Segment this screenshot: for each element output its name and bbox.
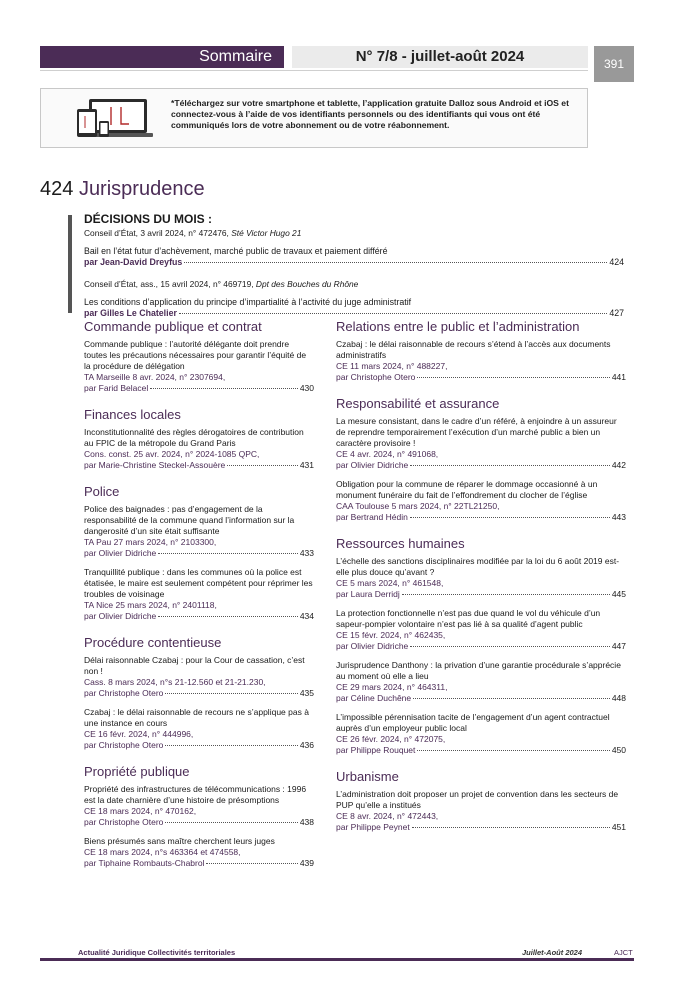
decision-title: Bail en l’état futur d’achèvement, marché public de travaux et paiement différé	[84, 246, 388, 256]
page-ref: 434	[299, 611, 314, 621]
category-heading: Propriété publique	[84, 764, 190, 779]
dot-leader	[165, 745, 297, 746]
footer-bar	[40, 958, 634, 961]
right-column	[336, 318, 626, 841]
decision-court: Conseil d’État, 3 avril 2024, n° 472476, Sté Victor Hugo 21	[84, 228, 302, 238]
page-ref: 424	[609, 257, 624, 267]
toc-entry[interactable]: L’impossible pérennisation tacite de l’engagement d’un agent contractuel auprès d’un employeur public local CE 26 févr. 2024, n° 472075, par Philippe Rouquet 450	[336, 712, 626, 755]
dot-leader	[410, 517, 610, 518]
page-ref: 443	[611, 512, 626, 522]
dot-leader	[412, 827, 610, 828]
dot-leader	[417, 377, 609, 378]
page-ref: 448	[611, 693, 626, 703]
dot-leader	[158, 553, 298, 554]
category-heading: Responsabilité et assurance	[336, 396, 500, 411]
toc-entry[interactable]: Commande publique : l’autorité délégante doit prendre toutes les précautions nécessaires pour garantir l’équité de la procédure de délégation TA Marseille 8 avr. 2024, n° 2307694, par Farid Belacel 430	[84, 339, 314, 393]
page-ref: 436	[299, 740, 314, 750]
category-heading: Urbanisme	[336, 769, 399, 784]
page-ref: 445	[611, 589, 626, 599]
decision-title: Les conditions d’application du principe d’impartialité à l’activité du juge administratif	[84, 297, 412, 307]
footer-date: Juillet-Août 2024	[522, 948, 583, 957]
page-ref: 433	[299, 548, 314, 558]
dot-leader	[165, 822, 297, 823]
page-ref: 441	[611, 372, 626, 382]
category-heading: Relations entre le public et l’administration	[336, 319, 580, 334]
category-heading: Police	[84, 484, 120, 499]
toc-entry[interactable]: Police des baignades : pas d’engagement de la responsabilité de la commune quand l’information sur la dangerosité d’un site était suffisante TA Pau 27 mars 2024, n° 2103300, par Olivier Didriche 433	[84, 504, 314, 558]
footer-journal: Actualité Juridique Collectivités territoriales	[78, 948, 236, 957]
app-notice	[40, 88, 588, 148]
page-ref: 431	[299, 460, 314, 470]
toc-entry[interactable]: Tranquillité publique : dans les communes où la police est étatisée, le maire est seulement compétent pour réprimer les troubles de voisinage TA Nice 25 mars 2024, n° 2401118, par Olivier Didriche 434	[84, 567, 314, 621]
page-ref: 442	[611, 460, 626, 470]
category-heading: Procédure contentieuse	[84, 635, 222, 650]
page-ref: 438	[299, 817, 314, 827]
toc-entry[interactable]: Propriété des infrastructures de télécommunications : 1996 est la date charnière d’une histoire de présomptions CE 18 mars 2024, n° 470162, par Christophe Otero 438	[84, 784, 314, 827]
dot-leader	[150, 388, 298, 389]
section-tab: Sommaire	[40, 46, 284, 68]
decisions-heading: DÉCISIONS DU MOIS :	[84, 212, 213, 226]
category-heading: Ressources humaines	[336, 536, 465, 551]
page-ref: 451	[611, 822, 626, 832]
dot-leader	[410, 646, 610, 647]
toc-entry[interactable]: La protection fonctionnelle n’est pas due quand le vol du véhicule d’un sapeur-pompier volontaire n’est pas lié à sa qualité d’agent public CE 15 févr. 2024, n° 462435, par Olivier Didriche 447	[336, 608, 626, 651]
footer-abbr: AJCT	[614, 948, 633, 957]
dot-leader	[413, 698, 610, 699]
toc-entry[interactable]: L’administration doit proposer un projet de convention dans les secteurs de PUP qu’elle a institués CE 8 avr. 2024, n° 472443, par Philippe Peynet 451	[336, 789, 626, 832]
header-divider	[40, 70, 588, 71]
toc-entry[interactable]: L’échelle des sanctions disciplinaires modifiée par la loi du 6 août 2019 est-elle plus douce qu’avant ? CE 5 mars 2024, n° 461548, par Laura Derridj 445	[336, 556, 626, 599]
left-column	[84, 318, 314, 877]
decisions-block	[84, 212, 624, 319]
devices-icon	[75, 97, 157, 139]
issue-label: N° 7/8 - juillet-août 2024	[292, 46, 588, 68]
section-title	[40, 178, 205, 201]
page-ref: 439	[299, 858, 314, 868]
dot-leader	[158, 616, 298, 617]
page-ref: 435	[299, 688, 314, 698]
decision-court: Conseil d’État, ass., 15 avril 2024, n° 469719, Dpt des Bouches du Rhône	[84, 279, 359, 289]
page-ref: 427	[609, 308, 624, 318]
dot-leader	[417, 750, 609, 751]
page-ref: 447	[611, 641, 626, 651]
toc-entry[interactable]: Inconstitutionnalité des règles dérogatoires de contribution au FPIC de la métropole du Grand Paris Cons. const. 25 avr. 2024, n° 2024-1085 QPC, par Marie-Christine Steckel-Assouère 431	[84, 427, 314, 470]
page-ref: 450	[611, 745, 626, 755]
toc-entry[interactable]: La mesure consistant, dans le cadre d’un référé, à enjoindre à un assureur de reprendre temporairement l’exécution d’un marché public a bien un caractère provisoire ! CE 4 avr. 2024, n° 491068, par Olivier Didriche 442	[336, 416, 626, 470]
category-heading: Finances locales	[84, 407, 181, 422]
dot-leader	[206, 863, 297, 864]
toc-entry[interactable]: Obligation pour la commune de réparer le dommage occasionné à un monument funéraire du fait de l’effondrement du clocher de l’église CAA Toulouse 5 mars 2024, n° 22TL21250, par Bertrand Hédin 443	[336, 479, 626, 522]
page-ref: 430	[299, 383, 314, 393]
dot-leader	[184, 262, 607, 263]
section-number: 424	[40, 178, 74, 200]
dot-leader	[410, 465, 610, 466]
decision-author-line[interactable]: par Gilles Le Chatelier 427	[84, 308, 624, 318]
decision-author-line[interactable]: par Jean-David Dreyfus 424	[84, 257, 624, 267]
dot-leader	[179, 313, 607, 314]
notice-text: *Téléchargez sur votre smartphone et tablette, l’application gratuite Dalloz sous Android et iOS et connectez-vous à l’aide de vos identifiants personnels ou des identifiants qui vous ont été communiqués lors de votre abonnement ou de votre réabonnement.	[171, 98, 569, 130]
dot-leader	[402, 594, 610, 595]
section-name: Jurisprudence	[78, 178, 205, 200]
toc-entry[interactable]: Biens présumés sans maître cherchent leurs juges CE 18 mars 2024, n°s 463364 et 474558, par Tiphaine Rombauts-Chabrol 439	[84, 836, 314, 868]
toc-entry[interactable]: Czabaj : le délai raisonnable de recours ne s’applique pas à une instance en cours CE 16 févr. 2024, n° 444996, par Christophe Otero 436	[84, 707, 314, 750]
toc-entry[interactable]: Czabaj : le délai raisonnable de recours s’étend à l’accès aux documents administratifs CE 11 mars 2024, n° 488227, par Christophe Otero 441	[336, 339, 626, 382]
category-heading: Commande publique et contrat	[84, 319, 262, 334]
toc-entry[interactable]: Jurisprudence Danthony : la privation d’une garantie procédurale s’apprécie au moment où elle a lieu CE 29 mars 2024, n° 464311, par Céline Duchêne 448	[336, 660, 626, 703]
decisions-bar	[68, 215, 72, 313]
dot-leader	[165, 693, 297, 694]
toc-entry[interactable]: Délai raisonnable Czabaj : pour la Cour de cassation, c’est non ! Cass. 8 mars 2024, n°s 21-12.560 et 21-21.230, par Christophe Otero 435	[84, 655, 314, 698]
page-number: 391	[594, 46, 634, 82]
dot-leader	[227, 465, 298, 466]
